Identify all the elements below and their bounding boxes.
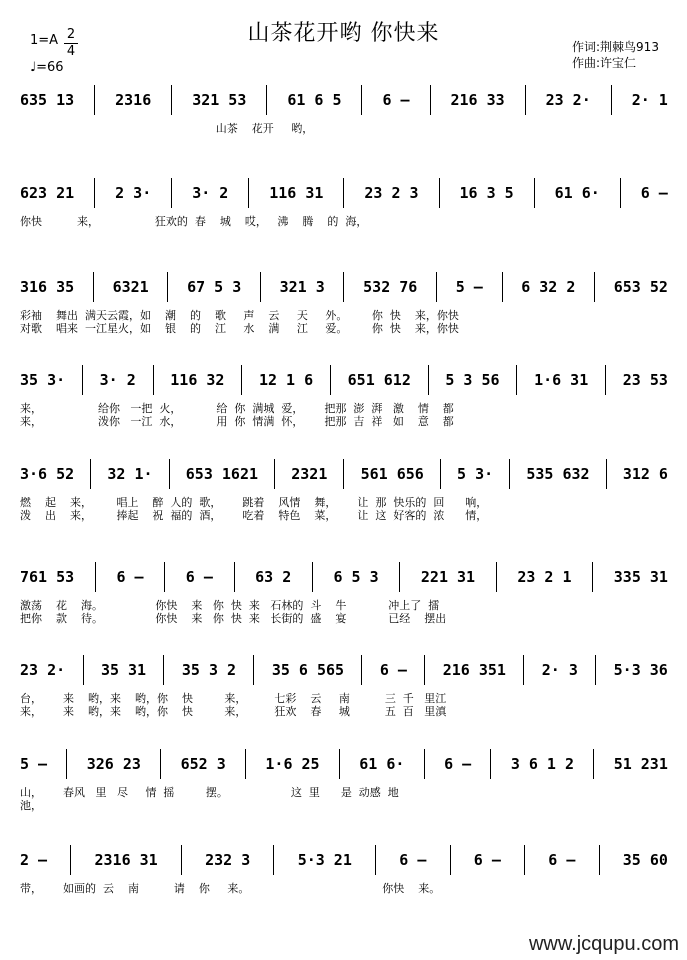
measure: 67 5 3 [187, 278, 242, 296]
barline [266, 85, 267, 115]
measure: 35 6 565 [271, 661, 345, 679]
measure: 761 53 [20, 568, 75, 586]
barline [253, 655, 254, 685]
barline [95, 562, 96, 592]
measure: 5 3· [457, 465, 494, 483]
measure: 23 2· [545, 91, 591, 109]
measure: 6 – [399, 851, 427, 869]
notation-line [20, 462, 668, 486]
barline [90, 459, 91, 489]
notation-line [20, 848, 668, 872]
measure: 3 6 1 2 [510, 755, 575, 773]
barline [594, 272, 595, 302]
lyric-line: 来， 给你 一把 火， 给 你 满城 爱， 把那 澎 湃 激 情 都 [20, 402, 454, 415]
barline [234, 562, 235, 592]
lyric-line: 台， 来 哟，来 哟，你 快 来， 七彩 云 南 三 千 里江 [20, 692, 447, 705]
barline [343, 272, 344, 302]
barline [181, 845, 182, 875]
measure: 16 3 5 [459, 184, 514, 202]
measure: 6 – [382, 91, 410, 109]
measure: 326 23 [86, 755, 141, 773]
lyric-line: 池， [20, 799, 42, 812]
barline [343, 459, 344, 489]
lyric-line: 山， 春风 里 尽 情 摇 摆。 这 里 是 动感 地 [20, 786, 399, 799]
notation-line [20, 275, 668, 299]
measure: 12 1 6 [258, 371, 314, 389]
barline [534, 178, 535, 208]
notation-line [20, 181, 668, 205]
notation-line [20, 565, 668, 589]
barline [450, 845, 451, 875]
barline [502, 272, 503, 302]
measure: 32 1· [107, 465, 153, 483]
measure: 6 – [185, 568, 213, 586]
measure: 5·3 36 [613, 661, 668, 679]
barline [171, 85, 172, 115]
lyrics-block [20, 309, 668, 335]
tempo-value: =66 [36, 60, 64, 75]
measure: 116 31 [269, 184, 324, 202]
barline [424, 655, 425, 685]
barline [436, 272, 437, 302]
lyric-line: 燃 起 来， 唱上 醉 人的 歌， 跳着 风情 舞， 让 那 快乐的 回 响， [20, 496, 488, 509]
measure: 335 31 [613, 568, 668, 586]
lyric-line: 来， 泼你 一江 水， 用 你 情满 怀， 把那 吉 祥 如 意 都 [20, 415, 454, 428]
lyrics-block [20, 692, 668, 718]
barline [611, 85, 612, 115]
lyricist-credit: 作词:荆棘鸟913 [572, 40, 659, 54]
measure: 221 31 [420, 568, 476, 586]
barline [605, 365, 606, 395]
measure: 2316 [115, 91, 152, 109]
lyric-line: 山茶 花开 哟， [20, 122, 314, 135]
barline [312, 562, 313, 592]
time-signature-bottom: 4 [66, 44, 76, 59]
measure: 35 31 [100, 661, 147, 679]
barline [440, 459, 441, 489]
measure: 321 3 [279, 278, 325, 296]
barline [439, 178, 440, 208]
measure: 63 2 [255, 568, 292, 586]
measure: 23 2 1 [517, 568, 572, 586]
measure: 2 – [20, 851, 48, 869]
barline [428, 365, 429, 395]
barline [523, 655, 524, 685]
barline [82, 365, 83, 395]
barline [93, 272, 94, 302]
measure: 23 2· [20, 661, 66, 679]
barline [153, 365, 154, 395]
measure: 61 6· [359, 755, 405, 773]
barline [94, 85, 95, 115]
lyric-line: 把你 款 待。 你快 来 你 快 来 长街的 盛 宴 已经 摆出 [20, 612, 447, 625]
measure: 3·6 52 [20, 465, 75, 483]
barline [66, 749, 67, 779]
measure: 532 76 [363, 278, 418, 296]
lyrics-block [20, 122, 668, 135]
key-signature: 1=A [30, 33, 59, 48]
barline [399, 562, 400, 592]
lyrics-block [20, 215, 668, 228]
measure: 5 – [455, 278, 483, 296]
barline [160, 749, 161, 779]
measure: 5·3 21 [297, 851, 352, 869]
lyric-line: 你快 来， 狂欢的 春 城 哎， 沸 腾 的 海， [20, 215, 368, 228]
measure: 6 – [640, 184, 668, 202]
barline [525, 85, 526, 115]
measure: 316 35 [20, 278, 75, 296]
lyric-line: 彩袖 舞出 满天云霞，如 潮 的 歌 声 云 天 外。 你 快 来，你快 [20, 309, 459, 322]
notation-line [20, 368, 668, 392]
measure: 5 – [20, 755, 48, 773]
measure: 35 3· [20, 371, 66, 389]
lyric-line: 泼 出 来， 捧起 祝 福的 酒， 吃着 特色 菜， 让 这 好客的 浓 情， [20, 509, 488, 522]
barline [330, 365, 331, 395]
barline [241, 365, 242, 395]
measure: 6321 [112, 278, 149, 296]
measure: 51 231 [613, 755, 668, 773]
barline [375, 845, 376, 875]
barline [620, 178, 621, 208]
measure: 653 1621 [185, 465, 259, 483]
song-title: 山茶花开哟 你快来 [247, 21, 440, 46]
quarter-note-icon: ♩ [30, 60, 37, 75]
barline [274, 459, 275, 489]
lyric-line: 激荡 花 海。 你快 来 你 快 来 石林的 斗 牛 冲上了 擂 [20, 599, 440, 612]
barline [70, 845, 71, 875]
measure: 3· 2 [99, 371, 136, 389]
measure: 23 53 [622, 371, 668, 389]
barline [490, 749, 491, 779]
measure: 635 13 [20, 91, 75, 109]
measure: 2· 1 [631, 91, 668, 109]
barline [339, 749, 340, 779]
barline [430, 85, 431, 115]
barline [343, 178, 344, 208]
lyric-line: 带， 如画的 云 南 请 你 来。 你快 来。 [20, 882, 441, 895]
measure: 2 3· [115, 184, 152, 202]
measure: 651 612 [347, 371, 411, 389]
barline [593, 749, 594, 779]
lyrics-block [20, 496, 668, 522]
lyrics-block [20, 402, 668, 428]
measure: 6 5 3 [333, 568, 379, 586]
barline [595, 655, 596, 685]
barline [248, 178, 249, 208]
measure: 3· 2 [192, 184, 229, 202]
barline [361, 85, 362, 115]
measure: 2316 31 [94, 851, 158, 869]
measure: 623 21 [20, 184, 75, 202]
measure: 61 6 5 [287, 91, 342, 109]
barline [361, 655, 362, 685]
notation-line [20, 752, 668, 776]
measure: 2321 [291, 465, 328, 483]
watermark: www.jcqupu.com [528, 933, 679, 955]
notation-line [20, 658, 668, 682]
barline [599, 845, 600, 875]
tempo-mark [30, 60, 64, 75]
measure: 61 6· [554, 184, 600, 202]
barline [245, 749, 246, 779]
barline [273, 845, 274, 875]
lyrics-block [20, 599, 668, 625]
notation-line [20, 88, 668, 112]
measure: 312 6 [622, 465, 668, 483]
measure: 652 3 [180, 755, 226, 773]
measure: 6 – [379, 661, 407, 679]
lyrics-block [20, 786, 668, 812]
measure: 5 3 56 [445, 371, 500, 389]
measure: 6 – [548, 851, 576, 869]
lyric-line: 对歌 唱来 一江星火，如 银 的 江 水 满 江 爱。 你 快 来，你快 [20, 322, 459, 335]
barline [171, 178, 172, 208]
measure: 35 3 2 [181, 661, 237, 679]
barline [524, 845, 525, 875]
measure: 6 – [116, 568, 144, 586]
barline [592, 562, 593, 592]
measure: 653 52 [613, 278, 668, 296]
barline [509, 459, 510, 489]
barline [167, 272, 168, 302]
measure: 2· 3 [541, 661, 578, 679]
barline [163, 655, 164, 685]
measure: 23 2 3 [364, 184, 419, 202]
time-signature-top: 2 [66, 27, 76, 42]
measure: 321 53 [192, 91, 247, 109]
barline [169, 459, 170, 489]
barline [83, 655, 84, 685]
measure: 116 32 [170, 371, 225, 389]
measure: 6 – [473, 851, 501, 869]
measure: 6 – [444, 755, 472, 773]
barline [424, 749, 425, 779]
measure: 1·6 25 [265, 755, 320, 773]
measure: 35 60 [622, 851, 668, 869]
measure: 232 3 [205, 851, 251, 869]
measure: 216 351 [442, 661, 506, 679]
measure: 561 656 [360, 465, 424, 483]
barline [260, 272, 261, 302]
barline [164, 562, 165, 592]
measure: 535 632 [526, 465, 590, 483]
barline [606, 459, 607, 489]
barline [516, 365, 517, 395]
measure: 216 33 [450, 91, 505, 109]
lyric-line: 来， 来 哟，来 哟，你 快 来， 狂欢 春 城 五 百 里滇 [20, 705, 447, 718]
barline [496, 562, 497, 592]
measure: 1·6 31 [534, 371, 589, 389]
measure: 6 32 2 [521, 278, 576, 296]
barline [94, 178, 95, 208]
composer-credit: 作曲:许宝仁 [572, 56, 637, 70]
time-signature [64, 28, 78, 59]
lyrics-block [20, 882, 668, 895]
